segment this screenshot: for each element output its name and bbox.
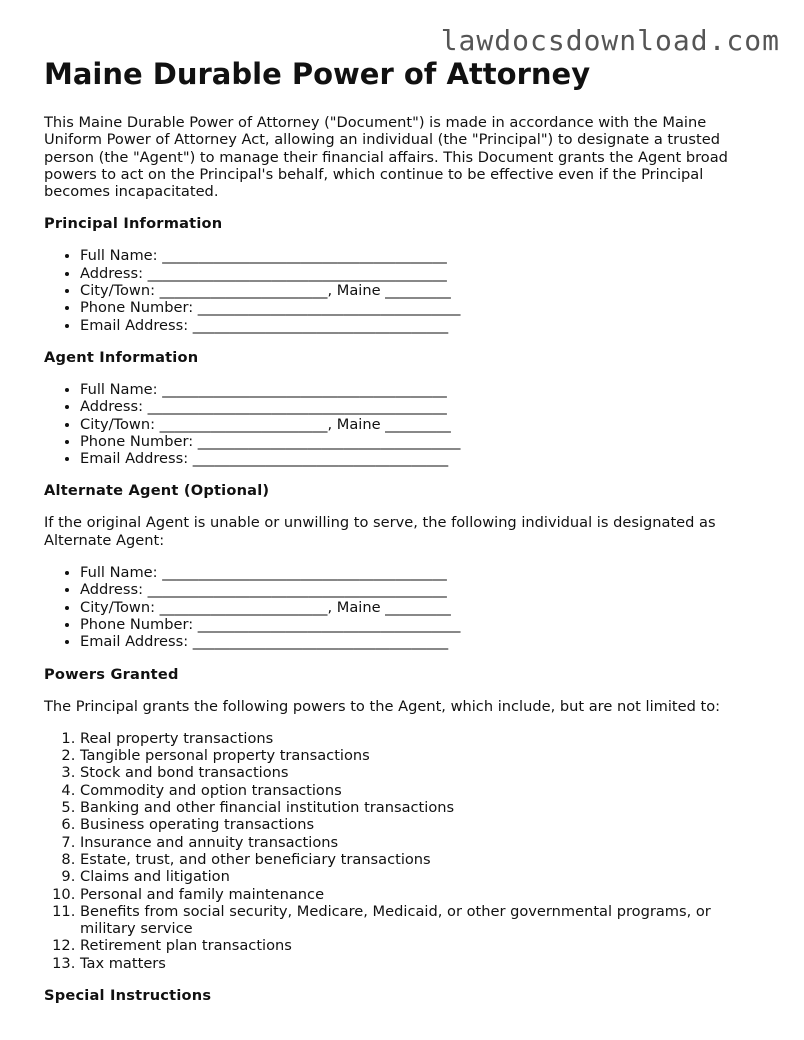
powers-list — [44, 730, 734, 972]
agent-heading: Agent Information — [44, 348, 199, 366]
power-item: 1. Real property transactions — [80, 730, 734, 747]
site-watermark: lawdocsdownload.com — [440, 24, 780, 57]
document-page — [44, 56, 734, 1019]
power-item: 9. Claims and litigation — [80, 868, 734, 885]
power-item: 6. Business operating transactions — [80, 816, 734, 833]
agent-phone-field: • Phone Number: ____________________________________ — [80, 433, 734, 450]
power-item: 2. Tangible personal property transactions — [80, 747, 734, 764]
power-item: 4. Commodity and option transactions — [80, 782, 734, 799]
principal-full-name-field: • Full Name: _______________________________________ — [80, 247, 734, 264]
power-item: 13. Tax matters — [80, 955, 734, 972]
agent-email-field: • Email Address: ___________________________________ — [80, 450, 734, 467]
powers-heading: Powers Granted — [44, 665, 179, 683]
agent-fields — [44, 381, 734, 467]
document-title: Maine Durable Power of Attorney — [44, 57, 591, 91]
principal-city-field: • City/Town: _______________________, Maine _________ — [80, 282, 734, 299]
alternate-phone-field: • Phone Number: ____________________________________ — [80, 616, 734, 633]
power-item: 7. Insurance and annuity transactions — [80, 834, 734, 851]
alternate-full-name-field: • Full Name: _______________________________________ — [80, 564, 734, 581]
alternate-email-field: • Email Address: ___________________________________ — [80, 633, 734, 650]
power-item: 12. Retirement plan transactions — [80, 937, 734, 954]
special-instructions-heading: Special Instructions — [44, 986, 212, 1004]
agent-address-field: • Address: _________________________________________ — [80, 398, 734, 415]
power-item: 10. Personal and family maintenance — [80, 886, 734, 903]
powers-intro: The Principal grants the following powers to the Agent, which include, but are not limited to: — [44, 697, 721, 715]
principal-email-field: • Email Address: ___________________________________ — [80, 317, 734, 334]
agent-full-name-field: • Full Name: _______________________________________ — [80, 381, 734, 398]
alternate-agent-fields — [44, 564, 734, 650]
alternate-agent-intro: If the original Agent is unable or unwilling to serve, the following individual is designated as Alternate Agent: — [44, 514, 716, 549]
alternate-agent-heading: Alternate Agent (Optional) — [44, 482, 270, 500]
power-item: 11. Benefits from social security, Medicare, Medicaid, or other governmental programs, or military service — [80, 903, 734, 938]
agent-city-field: • City/Town: _______________________, Maine _________ — [80, 416, 734, 433]
intro-paragraph: This Maine Durable Power of Attorney ("Document") is made in accordance with the Maine Uniform Power of Attorney Act, allowing an individual (the "Principal") to designate a trusted person (the "Agent") to manage their financial affairs. This Document grants the Agent broad powers to act on the Principal's behalf, which continue to be effective even if the Principal becomes incapacitated. — [44, 114, 728, 201]
principal-address-field: • Address: _________________________________________ — [80, 265, 734, 282]
power-item: 8. Estate, trust, and other beneficiary transactions — [80, 851, 734, 868]
power-item: 5. Banking and other financial institution transactions — [80, 799, 734, 816]
power-item: 3. Stock and bond transactions — [80, 764, 734, 781]
principal-fields — [44, 247, 734, 333]
principal-phone-field: • Phone Number: ____________________________________ — [80, 299, 734, 316]
principal-heading: Principal Information — [44, 215, 223, 233]
alternate-address-field: • Address: _________________________________________ — [80, 581, 734, 598]
alternate-city-field: • City/Town: _______________________, Maine _________ — [80, 599, 734, 616]
